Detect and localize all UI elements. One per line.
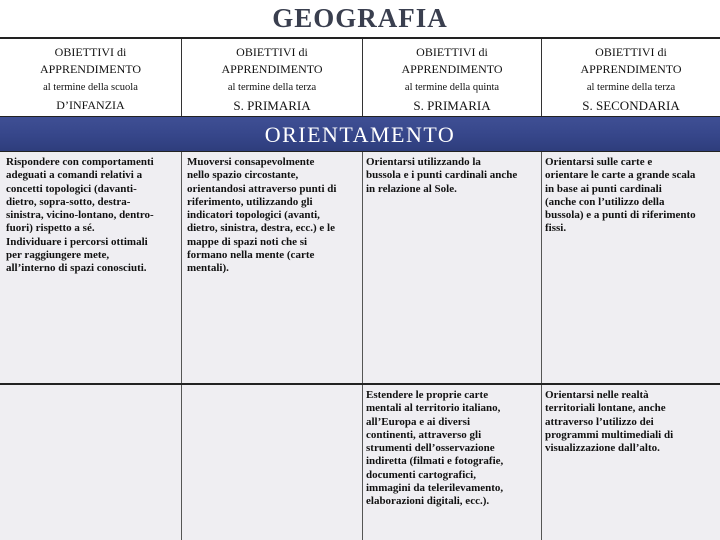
header-line2: APPRENDIMENTO	[39, 62, 142, 76]
row-divider	[0, 383, 720, 385]
header-secondaria	[542, 39, 720, 116]
cell-primaria-terza: Muoversi consapevolmente nello spazio circostante, orientandosi attraverso punti di riferimento, utilizzando gli indicatori topologici (avanti, dietro, sinistra, destra, ecc.) e le mappe di spazi noti che si formano nella mente (carte mentali).	[187, 156, 337, 275]
header-line3: al termine della terza	[227, 82, 317, 93]
header-line4: D’INFANZIA	[56, 98, 125, 112]
header-line2: APPRENDIMENTO	[401, 62, 503, 76]
header-line4: S. SECONDARIA	[582, 98, 680, 113]
header-line1: OBIETTIVI di	[54, 45, 127, 59]
header-primaria-quinta	[363, 39, 541, 116]
section-band	[0, 116, 720, 152]
column-divider	[181, 152, 182, 540]
section-title: ORIENTAMENTO	[264, 122, 456, 147]
page-title: GEOGRAFIA	[272, 3, 448, 33]
column-divider	[541, 152, 542, 540]
cell-primaria-quinta-orientamento: Orientarsi utilizzando la bussola e i punti cardinali anche in relazione al Sole.	[366, 156, 518, 195]
header-row	[0, 39, 720, 116]
header-line2: APPRENDIMENTO	[221, 62, 323, 76]
cell-secondaria-realta-lontane: Orientarsi nelle realtà territoriali lontane, anche attraverso l’utilizzo dei programmi multimediali di visualizzazione dall’alto.	[545, 389, 674, 455]
header-line4: S. PRIMARIA	[413, 98, 491, 113]
cell-secondaria-orientamento: Orientarsi sulle carte e orientare le carte a grande scala in base ai punti cardinali (anche con l’utilizzo della bussola) e a punti di riferimento fissi.	[545, 156, 696, 235]
cell-primaria-quinta-carte-mentali: Estendere le proprie carte mentali al territorio italiano, all’Europa e ai diversi continenti, attraverso gli strumenti dell’osservazione indiretta (filmati e fotografie, documenti cartografici, immagini da telerilevamento, elaborazioni digitali, ecc.).	[366, 389, 504, 508]
header-line1: OBIETTIVI di	[595, 45, 667, 59]
header-line3: al termine della terza	[586, 82, 676, 93]
header-line2: APPRENDIMENTO	[580, 62, 682, 76]
objectives-table	[0, 37, 720, 540]
header-line3: al termine della quinta	[404, 82, 500, 93]
column-divider	[362, 152, 363, 540]
cell-infanzia: Rispondere con comportamenti adeguati a comandi relativi a concetti topologici (davanti- dietro, sopra-sotto, destra- sinistra, vicino-lontano, dentro- fuori) rispetto a sé. Individuare i percorsi ottimali per raggiungere mete, all’interno di spazi conosciuti.	[6, 156, 154, 275]
header-primaria-terza	[182, 39, 362, 116]
header-infanzia	[0, 39, 181, 116]
header-line4: S. PRIMARIA	[233, 98, 311, 113]
header-line3: al termine della scuola	[43, 82, 138, 93]
objectives-body	[0, 152, 720, 540]
header-line1: OBIETTIVI di	[236, 45, 308, 59]
header-line1: OBIETTIVI di	[416, 45, 488, 59]
